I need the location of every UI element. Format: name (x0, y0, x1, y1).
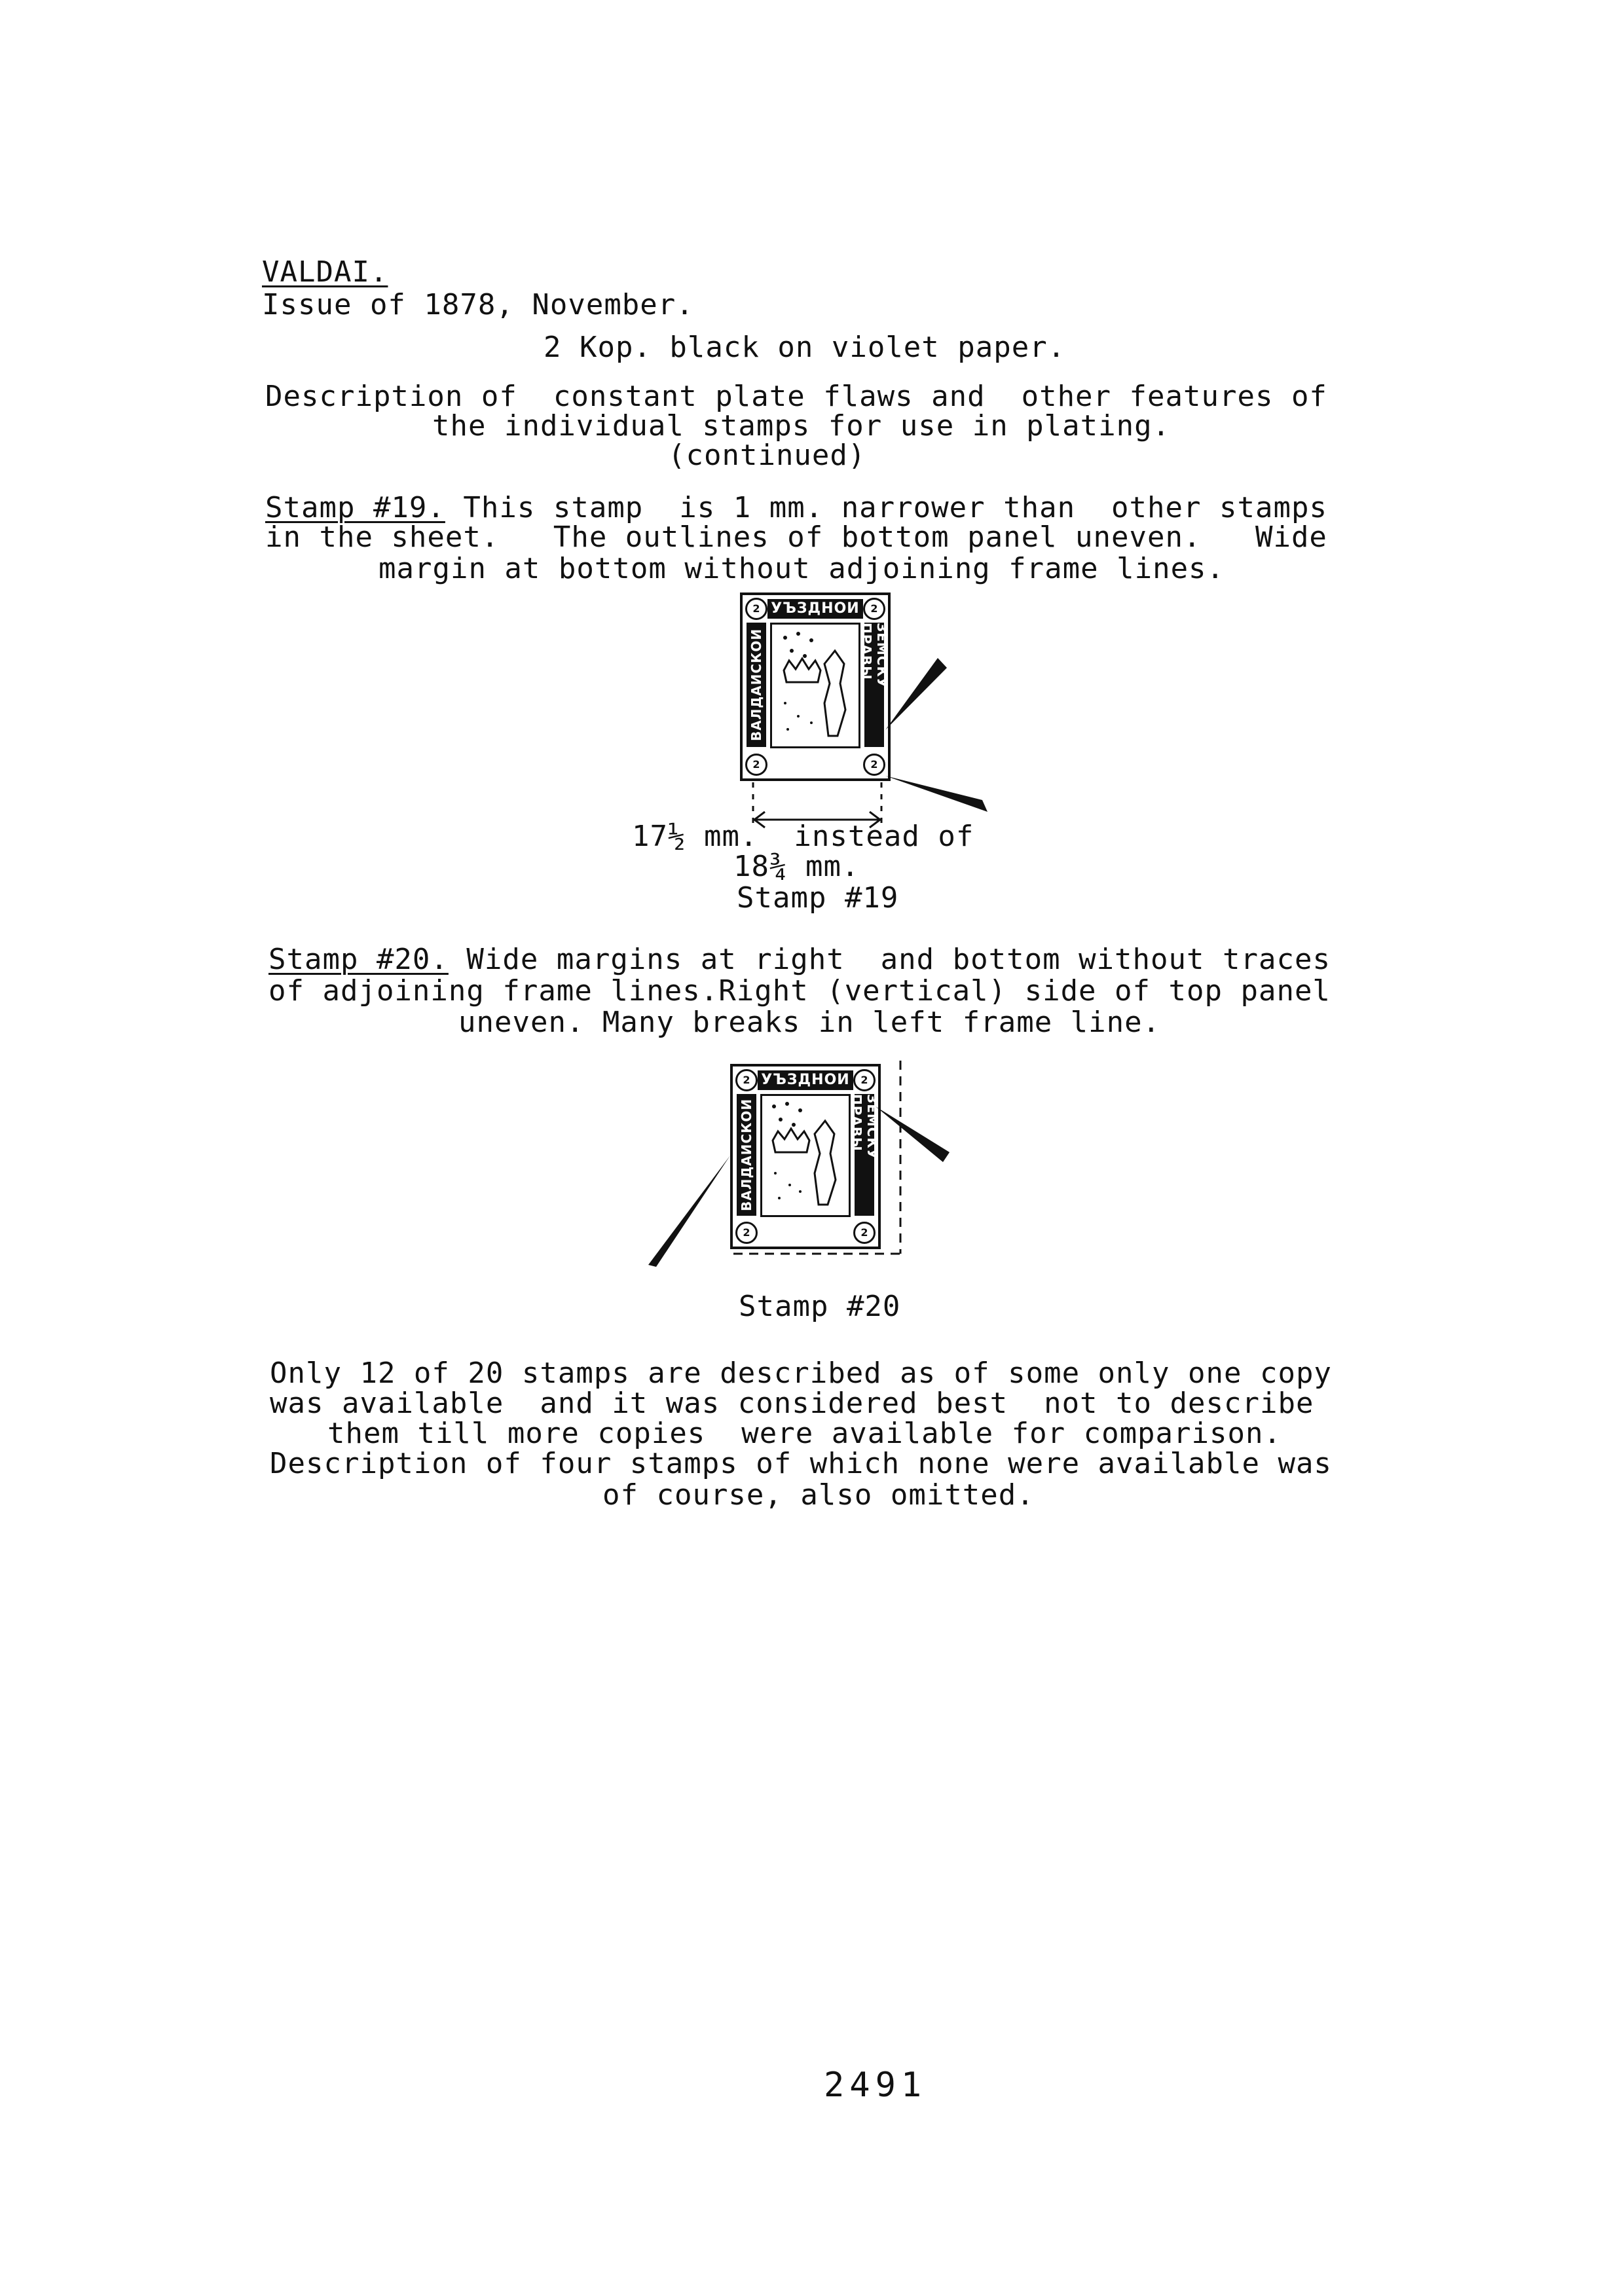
stamp20-corner-tr: 2 (853, 1069, 876, 1091)
stamp20-line-2: of adjoining frame lines.Right (vertical) side of top panel (268, 974, 1331, 1008)
stamp20-corner-bl: 2 (735, 1222, 758, 1244)
stamp20-line-3: uneven. Many breaks in left frame line. (458, 1006, 1161, 1039)
stamp19-right-panel: ЗЕМСКУ ПРАВЫ (864, 623, 884, 747)
stamp20-pointer-right-icon (876, 1106, 950, 1162)
stamp20-top-panel: УЪЗДНОИ (758, 1070, 853, 1090)
stamp19-top-panel: УЪЗДНОИ (767, 599, 863, 619)
stamp20-corner-tl: 2 (735, 1069, 758, 1091)
stamp19-line-2: in the sheet. The outlines of bottom panel uneven. Wide (265, 520, 1327, 554)
intro-line-3: (continued) (668, 439, 866, 472)
stamp20-margin-line (733, 1061, 900, 1254)
closing-line-2: was available and it was considered best not to describe (270, 1387, 1314, 1420)
stamp20-caption: Stamp #20 (739, 1290, 901, 1323)
issue-line: Issue of 1878, November. (262, 288, 694, 321)
intro-line-1: Description of constant plate flaws and other features of (265, 380, 1327, 413)
stamp19-caption: Stamp #19 (737, 881, 899, 915)
page-number: 2491 (824, 2066, 927, 2105)
stamp20-corner-br: 2 (853, 1222, 876, 1244)
closing-line-5: of course, also omitted. (602, 1478, 1035, 1512)
stamp20-line-1 (268, 943, 1331, 977)
stamp19-line-3: margin at bottom without adjoining frame lines. (378, 552, 1225, 585)
stamp20-label: Stamp #20. (268, 943, 449, 976)
stamp19-pointer-right-icon (885, 658, 947, 730)
stamp19-corner-tl: 2 (745, 598, 767, 620)
stamp19-corner-tr: 2 (863, 598, 885, 620)
stamp19-label: Stamp #19. (265, 491, 445, 524)
stamp19-measure-2: 18¾ mm. (733, 850, 860, 883)
closing-line-4: Description of four stamps of which none were available was (270, 1447, 1332, 1480)
stamp19-line-1-text: This stamp is 1 mm. narrower than other stamps (445, 491, 1327, 524)
stamp19-corner-bl: 2 (745, 754, 767, 776)
section-title: VALDAI. (262, 255, 388, 289)
stamp19-left-panel: ВАЛДАИСКОИ (747, 623, 766, 747)
closing-line-1: Only 12 of 20 stamps are described as of some only one copy (270, 1357, 1332, 1390)
stamp19-pointer-bottom-icon (885, 776, 987, 812)
stamp20-line-1-text: Wide margins at right and bottom without traces (448, 943, 1331, 976)
stamp19-corner-br: 2 (863, 754, 885, 776)
stamp20-right-panel: ЗЕМСКУ ПРАВЫ (855, 1094, 874, 1216)
value-line: 2 Kop. black on violet paper. (544, 331, 1066, 364)
intro-line-2: the individual stamps for use in plating. (432, 409, 1171, 443)
stamp20-left-panel: ВАЛДАИСКОИ (737, 1094, 756, 1216)
stamp20-pointer-left-icon (648, 1156, 730, 1267)
closing-line-3: them till more copies were available for comparison. (327, 1417, 1282, 1450)
stamp19-measure-1: 17½ mm. instead of (632, 820, 974, 853)
